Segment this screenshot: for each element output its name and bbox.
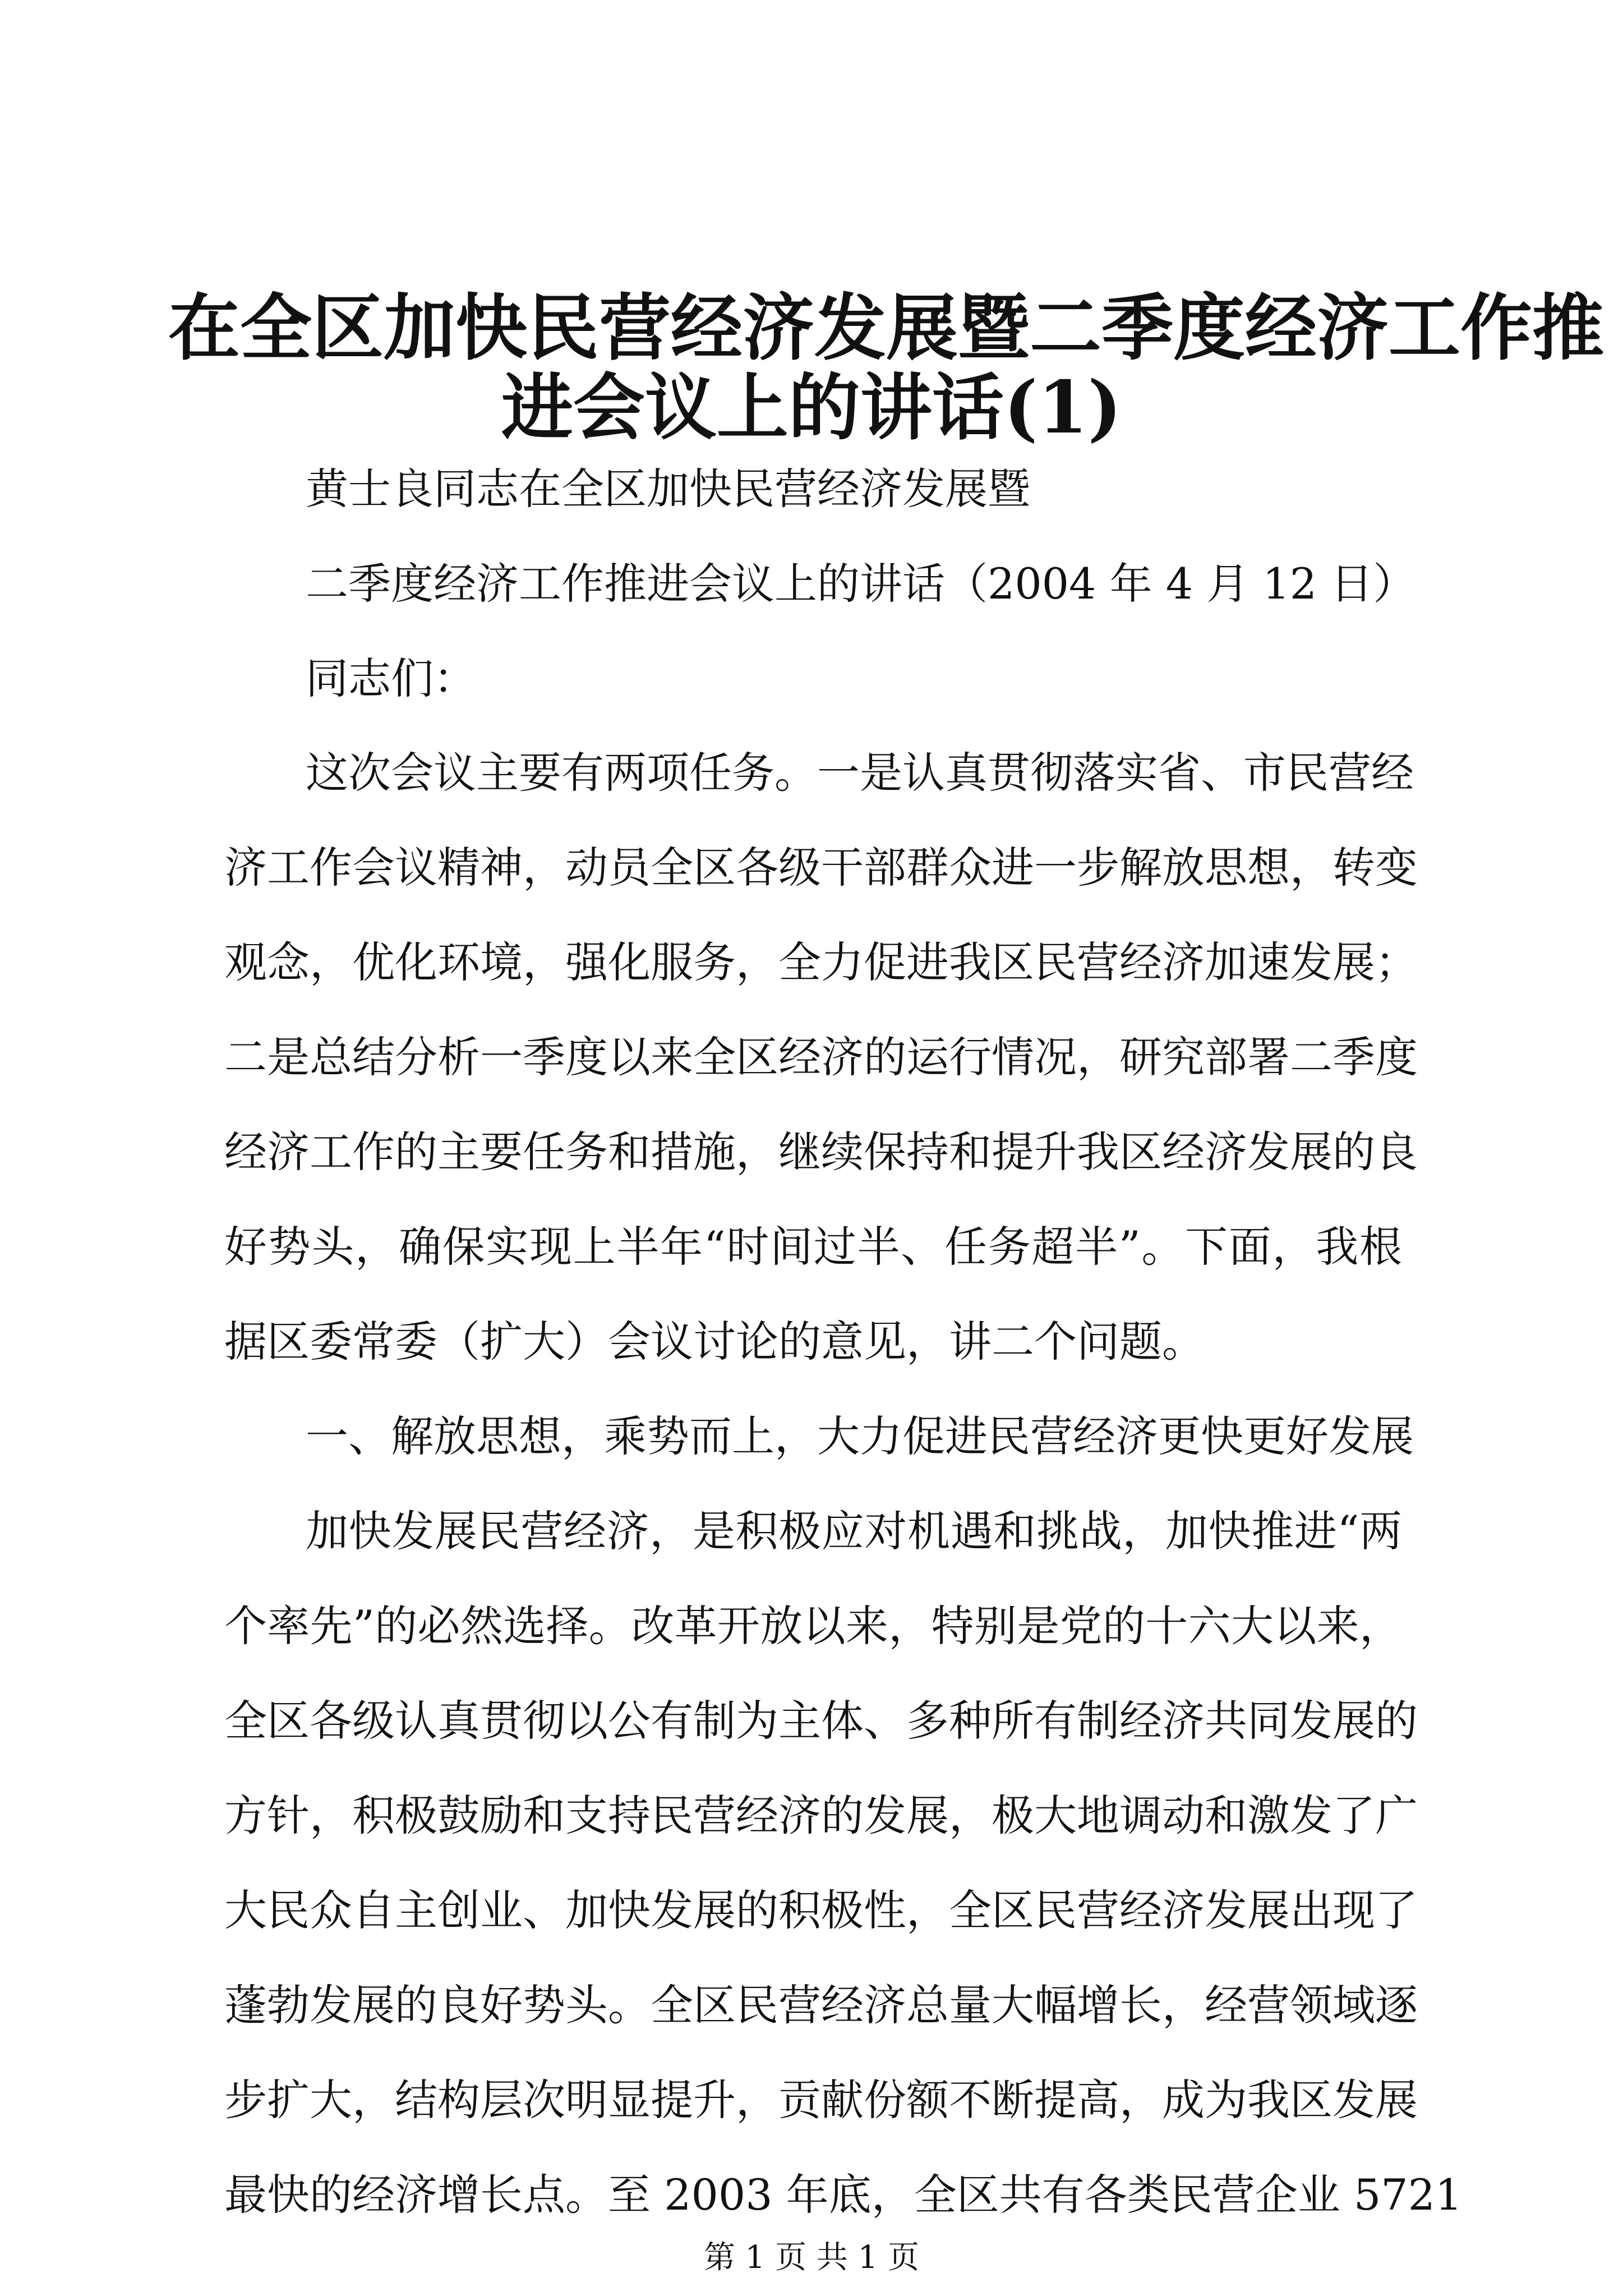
- paragraph-1-line-2: 济工作会议精神，动员全区各级干部群众进一步解放思想，转变: [224, 843, 1418, 892]
- paragraph-2-line-6: 蓬勃发展的良好势头。全区民营经济总量大幅增长，经营领域逐: [224, 1980, 1418, 2030]
- paragraph-1-line-3: 观念，优化环境，强化服务，全力促进我区民营经济加速发展；: [224, 937, 1418, 987]
- section-heading-1: 一、解放思想，乘势而上，大力促进民营经济更快更好发展: [306, 1411, 1414, 1461]
- paragraph-1-line-7: 据区委常委（扩大）会议讨论的意见，讲二个问题。: [224, 1317, 1205, 1366]
- paragraph-2-line-2: 个率先”的必然选择。改革开放以来，特别是党的十六大以来，: [224, 1601, 1402, 1651]
- paragraph-1-line-1: 这次会议主要有两项任务。一是认真贯彻落实省、市民营经: [306, 748, 1414, 798]
- paragraph-2-line-4: 方针，积极鼓励和支持民营经济的发展，极大地调动和激发了广: [224, 1791, 1418, 1841]
- paragraph-2-line-1: 加快发展民营经济，是积极应对机遇和挑战，加快推进“两: [306, 1506, 1402, 1556]
- paragraph-2-line-3: 全区各级认真贯彻以公有制为主体、多种所有制经济共同发展的: [224, 1696, 1418, 1746]
- subtitle-speaker-line: 黄士良同志在全区加快民营经济发展暨: [306, 464, 1030, 514]
- paragraph-2-line-7: 步扩大，结构层次明显提升，贡献份额不断提高，成为我区发展: [224, 2075, 1418, 2125]
- paragraph-2-line-8: 最快的经济增长点。至 2003 年底，全区共有各类民营企业 5721: [224, 2170, 1463, 2220]
- document-title-line-2: 进会议上的讲话(1): [501, 366, 1122, 450]
- paragraph-1-line-4: 二是总结分析一季度以来全区经济的运行情况，研究部署二季度: [224, 1032, 1418, 1082]
- page-number-footer: 第 1 页 共 1 页: [703, 2239, 920, 2276]
- subtitle-date-line: 二季度经济工作推进会议上的讲话（2004 年 4 月 12 日）: [306, 559, 1416, 609]
- paragraph-1-line-5: 经济工作的主要任务和措施，继续保持和提升我区经济发展的良: [224, 1127, 1418, 1177]
- document-title-line-1: 在全区加快民营经济发展暨二季度经济工作推: [168, 286, 1604, 370]
- paragraph-1-line-6: 好势头，确保实现上半年“时间过半、任务超半”。下面，我根: [224, 1222, 1402, 1272]
- paragraph-2-line-5: 大民众自主创业、加快发展的积极性，全区民营经济发展出现了: [224, 1885, 1418, 1935]
- salutation: 同志们：: [306, 654, 476, 703]
